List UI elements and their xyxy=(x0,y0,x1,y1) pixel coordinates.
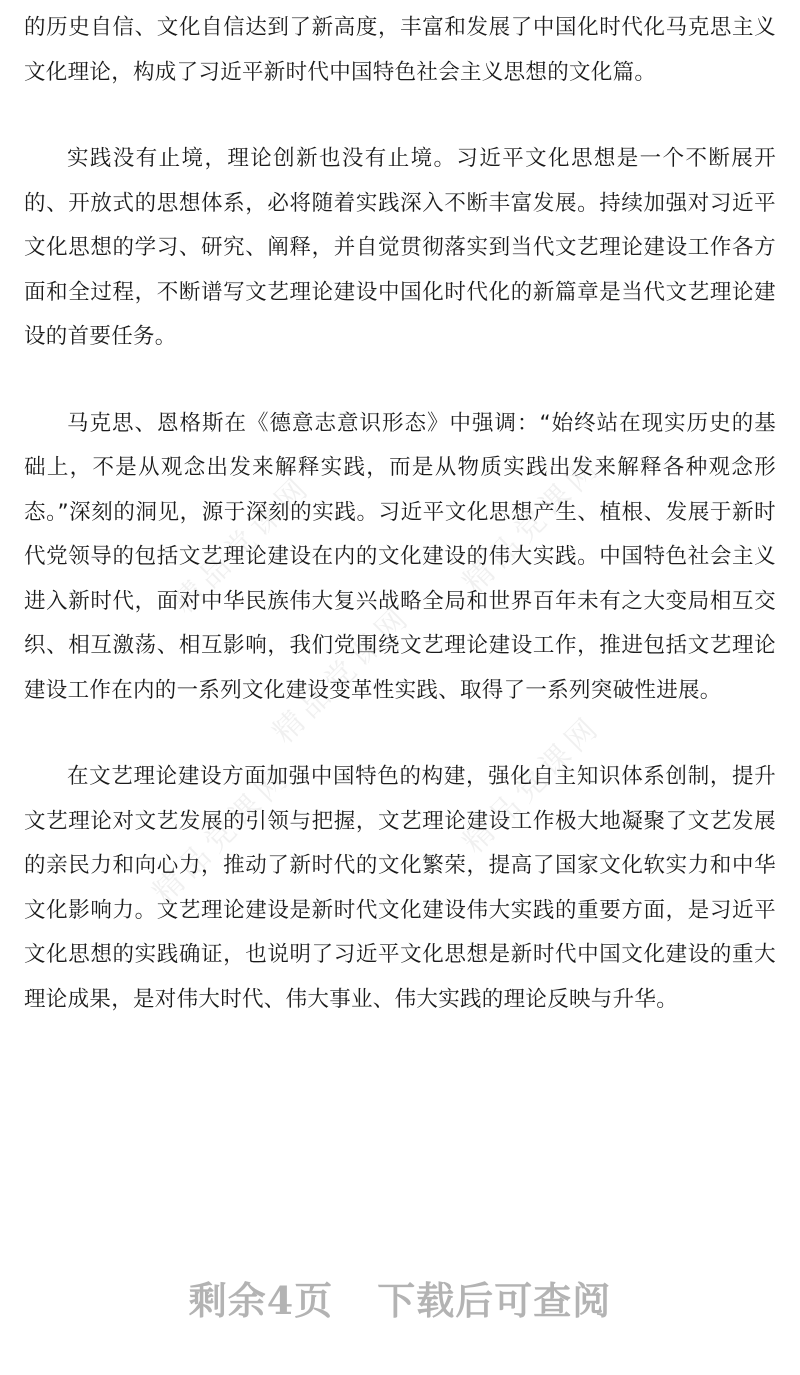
download-banner[interactable] xyxy=(0,1270,800,1325)
watermark-text: 精品党课网 xyxy=(146,758,299,911)
paragraph: 在文艺理论建设方面加强中国特色的构建，强化自主知识体系创制，提升文艺理论对文艺发展的引领与把握，文艺理论建设工作极大地凝聚了文艺发展的亲民力和向心力，推动了新时代的文化繁荣，提高了国家文化软实力和中华文化影响力。文艺理论建设是新时代文化建设伟大实践的重要方面，是习近平文化思想的实践确证，也说明了习近平文化思想是新时代中国文化建设的重大理论成果，是对伟大时代、伟大事业、伟大实践的理论反映与升华。 xyxy=(24,764,776,1012)
paragraph: 马克思、恩格斯在《德意志意识形态》中强调：“始终站在现实历史的基础上，不是从观念出发来解释实践，而是从物质实践出发来解释各种观念形态。”深刻的洞见，源于深刻的实践。习近平文化思想产生、植根、发展于新时代党领导的包括文艺理论建设在内的文化建设的伟大实践。中国特色社会主义进入新时代，面对中华民族伟大复兴战略全局和世界百年未有之大变局相互交织、相互激荡、相互影响，我们党围绕文艺理论建设工作，推进包括文艺理论建设工作在内的一系列文化建设变革性实践、取得了一系列突破性进展。 xyxy=(24,410,776,703)
watermark-text: 精品党课网 xyxy=(166,468,319,621)
paragraph: 实践没有止境，理论创新也没有止境。习近平文化思想是一个不断展开的、开放式的思想体系，必将随着实践深入不断丰富发展。持续加强对习近平文化思想的学习、研究、阐释，并自觉贯彻落实到当代文艺理论建设工作各方面和全过程，不断谱写文艺理论建设中国化时代化的新篇章是当代文艺理论建设的首要任务。 xyxy=(24,146,776,349)
watermark-text: 精品党课网 xyxy=(266,598,419,751)
document-body xyxy=(24,6,776,1064)
paragraph: 的历史自信、文化自信达到了新高度，丰富和发展了中国化时代化马克思主义文化理论，构成了习近平新时代中国特色社会主义思想的文化篇。 xyxy=(24,15,776,85)
remaining-pages-label: 剩余4页 xyxy=(188,1278,334,1323)
download-hint-label[interactable]: 下载后可查阅 xyxy=(377,1278,612,1323)
watermark-text: 精品党课网 xyxy=(456,708,609,861)
watermark-text: 精品党课网 xyxy=(456,448,609,601)
